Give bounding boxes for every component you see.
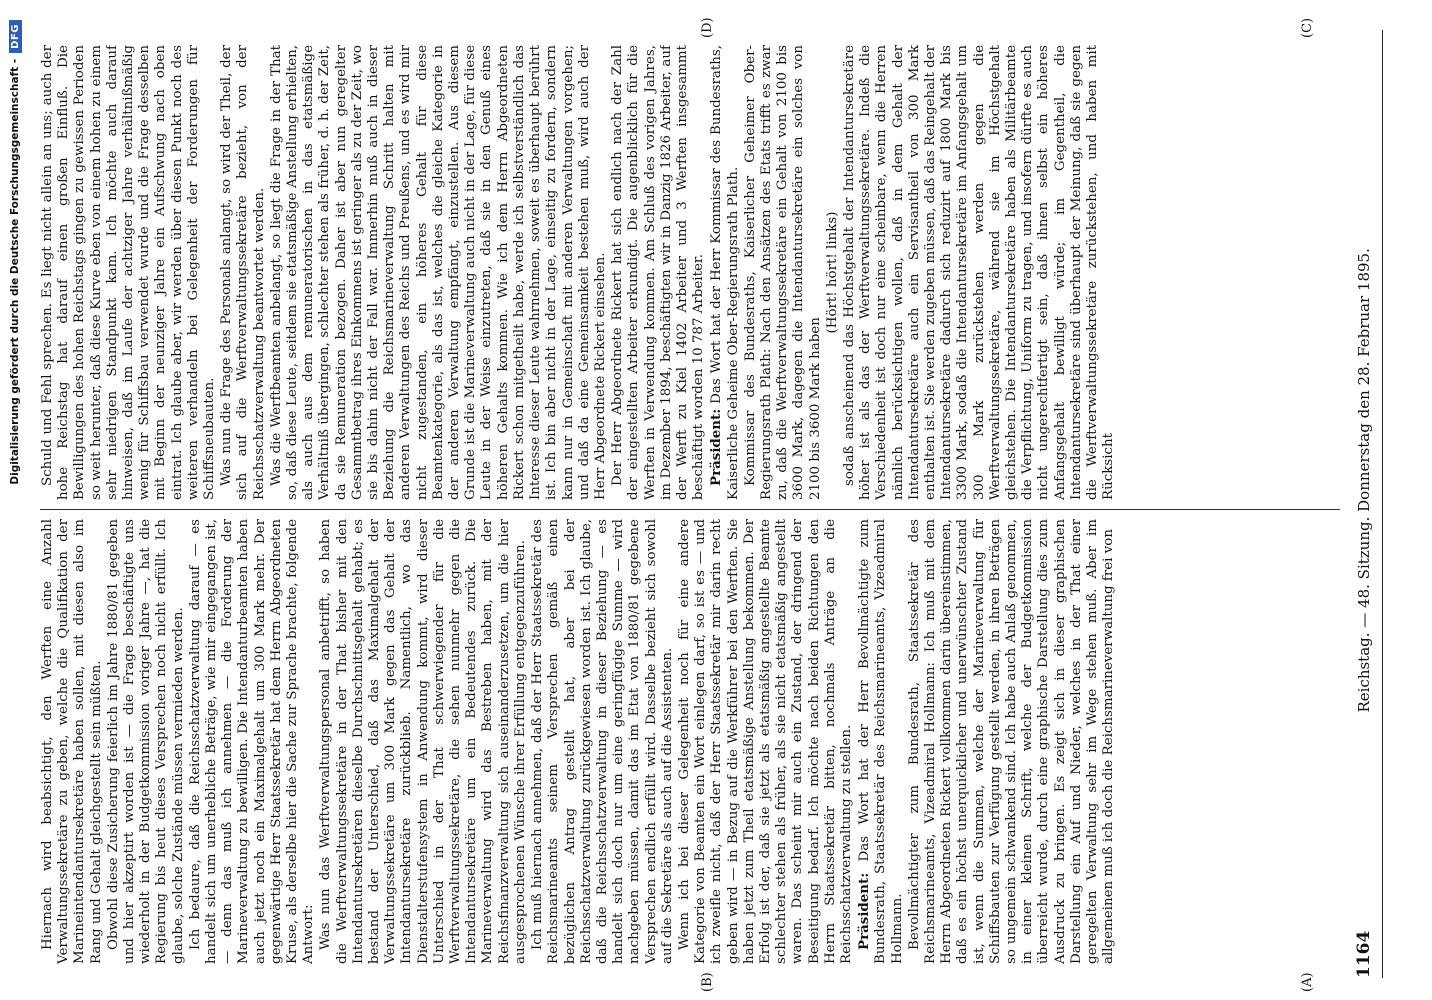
paragraph: Hiernach wird beabsichtigt, den Werften eine Anzahl Verwaltungssekretäre zu geben, welche die Qualifikation der Marineintendantursekretäre haben sollen, mit diesen also im Rang und Gehalt gleichgestellt sein müßten. [40,519,104,964]
digitization-credit [6,20,24,980]
paragraph: Bevollmächtigter zum Bundesrath, Staatssekretär des Reichsmarineamts, Vizeadmiral Hollmann: Ich muß mit dem Herrn Abgeordneten Rickert vollkommen darin übereinstimmen, daß es ein höchst unerquicklicher und unerwünschter Zustand ist, wenn die Summen, welche der Marineverwaltung für Schiffsbauten zur Verfügung gestellt werden, in ihren Beträgen so ungemein schwankend sind. Ich habe auch Anlaß genommen, in einer kleinen Schrift, welche der Budgetkommission überreicht wurde, durch eine graphische Darstellung dies zum Ausdruck zu bringen. Es zeigt sich in dieser graphischen Darstellung ein Auf und Nieder, welches in der That einer geregelten Verwaltung sehr im Wege stehen muß. Aber im allgemeinen muß ich doch die Reichsmarineverwaltung frei von [906,519,1117,964]
paragraph: Obwohl diese Zusicherung feierlich im Jahre 1880/81 gegeben und hier akzeptirt worden ist — die Frage beschäftigte uns wiederholt in der Budgetkommission voriger Jahre —, hat die Regierung bis heut dieses Versprechen noch nicht erfüllt. Ich glaube, solche Zustände müssen vermieden werden. [105,519,186,964]
paragraph: Präsident: Das Wort hat der Herr Bevollmächtigte zum Bundesrath, Staatssekretär des Reichsmarineamts, Vizeadmiral Hollmann. [856,519,905,964]
paragraph: (Hört! hört! links) [824,211,840,334]
paragraph: Präsident: Das Wort hat der Herr Kommissar des Bundesraths, Kaiserliche Geheime Ober-Regierungsrath Plath. [708,45,741,500]
paragraph: Der Herr Abgeordnete Rickert hat sich endlich nach der Zahl der eingestellten Arbeiter erkundigt. Die augenblicklich für die Werften in Verwendung kommen. Am Schluß des vorigen Jahres, im Dezember 1894, beschäftigten wir in Danzig 1826 Arbeiter, auf der Werft zu Kiel 1402 Arbeiter und 3 Werften insgesammt beschäftigt worden 10 787 Arbeiter. [610,45,707,500]
paragraph: Ich bedaure, daß die Reichsschatzverwaltung darauf — es handelt sich um unerhebliche Beträge, wie mir eingegangen ist, — denn das muß ich annehmen — die Forderung der Marineverwaltung zu bewilligen. Die Intendanturbeamten haben auch jetzt noch ein Maximalgehalt um 300 Mark mehr. Der gegenwärtige Herr Staatssekretär hat dem Herrn Abgeordneten Kruse, als derselbe hier die Sache zur Sprache brachte, folgende Antwort: [187,519,317,964]
paragraph: sodaß anscheinend das Höchstgehalt der Intendantursekretäre höher ist als das der Werftverwaltungssekretäre. Indeß die Verschiedenheit ist doch nur eine scheinbare, wenn die Herren nämlich berücksichtigen wollen, daß in dem Gehalt der Intendantursekretäre auch ein Servisantheil von 300 Mark enthalten ist. Sie werden zugeben müssen, daß das Reingehalt der Intendantursekretäre dadurch sich reduzirt auf 1800 Mark bis 3300 Mark, sodaß die Intendantursekretäre im Anfangsgehalt um 300 Mark zurückstehen werden gegen die Werftverwaltungssekretäre, während sie im Höchstgehalt gleichstehen. Die Intendantursekretäre haben als Militärbeamte die Verpflichtung, Uniform zu tragen, und insofern dürfte es auch nicht ungerechtfertigt sein, daß ihnen selbst ein höheres Anfangsgehalt bewilligt würde; im Gegentheil, die Intendantursekretäre sind überhaupt der Meinung, daß sie gegen die Werftverwaltungssekretäre zurückstehen, und haben mit Rücksicht [841,45,1117,500]
page-number: 1164 [1354,930,1374,978]
running-title: Reichstag. — 48. Sitzung. Donnerstag den 28. Februar 1895. [1355,248,1373,713]
margin-mark-a: (A) [1300,972,1315,992]
margin-mark-d: (D) [700,17,715,38]
page-header [1354,30,1383,978]
dfg-logo: DFG [9,20,22,53]
speaker-label: Präsident: [856,872,873,950]
column-divider [40,509,1340,510]
paragraph: Was die Werftbeamten anbelangt, so liegt die Frage in der That so, daß diese Leute, seitdem sie etatsmäßige Anstellung erhielten, als auch aus dem remuneratorischen in das etatsmäßige Verhältniß übergingen, schlechter stehen als früher, d. h. der Zeit, da sie Remuneration bezogen. Daher ist aber nun geregelter Gesammtbetrag ihres Einkommens ist geringer als zu der Zeit, wo sie bis dahin nicht der Fall war. Immerhin muß auch in dieser Beziehung die Reichsmarineverwaltung Schritt halten mit anderen Verwaltungen des Reichs und Preußens, und es wird mir nicht zugestanden, ein höheres Gehalt für diese Beamtenkategorie, als das ist, welches die gleiche Kategorie in der anderen Verwaltung empfängt, einzustellen. Aus diesem Grunde ist die Marineverwaltung auch nicht in der Lage, für diese Leute in der Weise einzutreten, daß sie in den Genuß eines höheren Gehalts kommen. Wie ich dem Herrn Abgeordneten Rickert schon mitgetheilt habe, werde ich selbstverständlich das Interesse dieser Leute wahrnehmen, soweit es überhaupt berührt ist. Ich bin aber nicht in der Lage, einseitig zu fordern, sondern kann nur in Gemeinschaft mit anderen Verwaltungen vorgehen; und daß da eine Gemeinsamkeit bestehen muß, wird auch der Herr Abgeordnete Rickert einsehen. [268,45,608,500]
right-column [40,45,1340,500]
paragraph: Was nun die Frage des Personals anlangt, so wird der Theil, der sich auf die Werftverwaltungssekretäre bezieht, von der Reichsschatzverwaltung beantwortet werden. [219,45,267,500]
paragraph: Ich muß hiernach annehmen, daß der Herr Staatssekretär des Reichsmarineamts seinem Versprechen gemäß einen bezüglichen Antrag gestellt hat, aber bei der Reichsschatzverwaltung zurückgewiesen worden ist. Ich glaube, daß die Reichsschatzverwaltung in dieser Beziehung — es handelt sich doch nur um eine geringfügige Summe — wird nachgeben müssen, damit das im Etat von 1880/81 gegebene Versprechen endlich erfüllt wird. Dasselbe bezieht sich sowohl auf die Sekretäre als auch auf die Assistenten. [530,519,675,964]
margin-mark-c: (C) [1300,17,1315,38]
paragraph: Wenn ich bei dieser Gelegenheit noch für eine andere Kategorie von Beamten ein Wort einlegen darf, so ist es — und ich zweifle nicht, daß der Herr Staatssekretär mir darin recht geben wird — in Bezug auf die Werkführer bei den Werften. Sie haben jetzt zum Theil etatsmäßige Anstellung bekommen. Der Erfolg ist der, daß sie jetzt als etatsmäßig angestellte Beamte schlechter stehen als früher, als sie nicht etatsmäßig angestellt waren. Das scheint mir auch ein Zustand, der dringend der Beseitigung bedarf. Ich möchte nach beiden Richtungen den Herrn Staatssekretär bitten, nochmals Anträge an die Reichsschatzverwaltung zu stellen. [676,519,854,964]
paragraph: Was nun das Werftverwaltungspersonal anbetrifft, so haben die Werftverwaltungssekretäre in der That bisher mit den Intendantursekretären dieselbe Durchschnittsgehalt gehabt; es bestand der Unterschied, daß das Maximalgehalt der Verwaltungssekretäre um 300 Mark gegen das Gehalt der Intendantursekretäre zurückblieb. Namentlich, wo das Dienstalterstufensystem in Anwendung kommt, wird dieser Unterschied in der That schwerwiegender für die Werftverwaltungssekretäre, die sehen nunmehr gegen die Intendantursekretäre um ein Bedeutendes zurück. Die Marineverwaltung wird das Bestreben haben, mit der Reichsfinanzverwaltung sich auseinanderzusetzen, um die hier ausgesprochenen Wünsche ihrer Erfüllung entgegenzuführen. [318,519,528,964]
speaker-label: Präsident: [708,408,725,486]
credit-text: Digitalisierung gefördert durch die Deutsche Forschungsgemeinschaft - [9,58,21,485]
left-column [40,519,1340,964]
paragraph: Kommissar des Bundesraths, Kaiserlicher Geheimer Ober-Regierungsrath Plath: Nach den Ansätzen des Etats trifft es zwar zu, daß die Werftverwaltungssekretäre ein Gehalt von 2100 bis 3600 Mark, dagegen die Intendantursekretäre ein solches von 2100 bis 3600 Mark haben [742,45,823,500]
margin-mark-b: (B) [700,972,715,992]
paragraph: Schuld und Fehl sprechen. Es liegt nicht allein an uns; auch der hohe Reichstag hat darauf einen großen Einfluß. Die Bewilligungen des hohen Reichstags gingen zu gewissen Perioden so weit herunter, daß diese Kurve eben von einem hohen zu einem sehr niedrigen Standpunkt kam. Ich möchte auch darauf hinweisen, daß im Laufe der achtziger Jahre verhältnißmäßig wenig für Schiffsbau verwendet wurde und die Frage desselben mit Beginn der neunziger Jahre ein Aufschwung nach oben eintrat. Ich glaube aber, wir werden über diesen Punkt noch des weiteren verhandeln bei Gelegenheit der Forderungen für Schiffsneubauten. [40,45,218,500]
